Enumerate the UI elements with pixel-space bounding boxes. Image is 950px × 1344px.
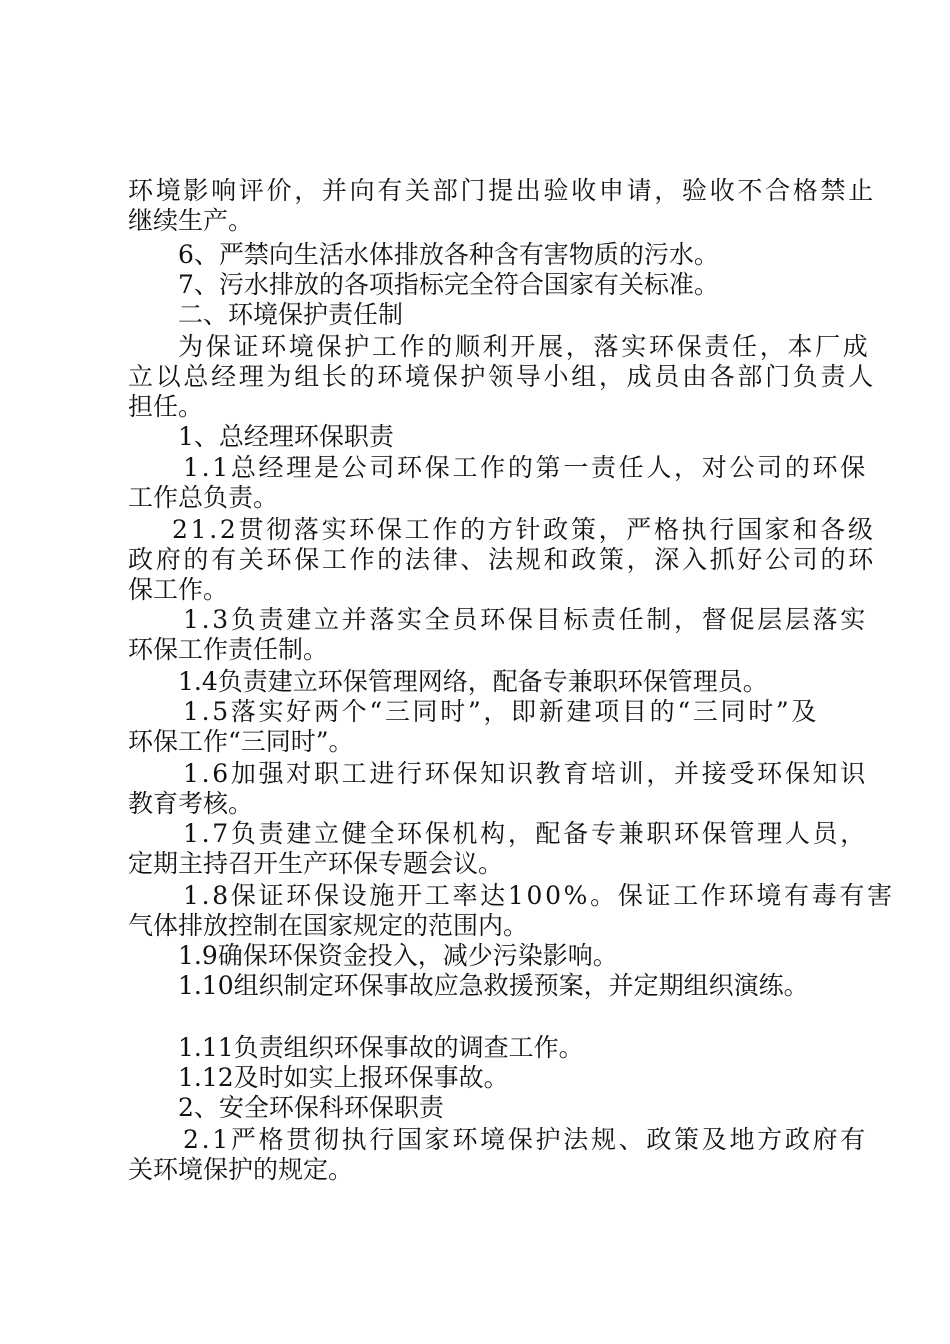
text-line: 21.2贯彻落实环保工作的方针政策，严格执行国家和各级 [172, 515, 876, 544]
text-line: 2.1严格贯彻执行国家环境保护法规、政策及地方政府有 [183, 1125, 868, 1154]
text-line: 定期主持召开生产环保专题会议。 [128, 849, 504, 878]
text-line: 立以总经理为组长的环境保护领导小组，成员由各部门负责人 [128, 362, 876, 391]
section-heading: 二、环境保护责任制 [178, 300, 404, 329]
text-line: 环保工作“三同时”。 [128, 727, 354, 756]
text-line: 为保证环境保护工作的顺利开展，落实环保责任，本厂成 [178, 332, 871, 361]
text-line: 环境影响评价，并向有关部门提出验收申请，验收不合格禁止 [128, 176, 876, 205]
text-line: 1.1总经理是公司环保工作的第一责任人，对公司的环保 [183, 453, 868, 482]
text-line: 气体排放控制在国家规定的范围内。 [128, 911, 529, 940]
subsection-heading: 1、总经理环保职责 [178, 422, 394, 451]
text-line: 1.3负责建立并落实全员环保目标责任制，督促层层落实 [183, 605, 868, 634]
text-line: 保工作。 [128, 575, 229, 604]
text-line: 1.5落实好两个“三同时”，即新建项目的“三同时”及 [183, 697, 820, 726]
text-line: 1.8保证环保设施开工率达100%。保证工作环境有毒有害 [183, 881, 895, 910]
text-line: 1.6加强对职工进行环保知识教育培训，并接受环保知识 [183, 759, 868, 788]
text-line: 1.7负责建立健全环保机构，配备专兼职环保管理人员， [183, 819, 868, 848]
text-line: 7、污水排放的各项指标完全符合国家有关标准。 [178, 270, 719, 299]
text-line: 6、严禁向生活水体排放各种含有害物质的污水。 [178, 240, 719, 269]
text-line: 1.11负责组织环保事故的调查工作。 [178, 1033, 584, 1062]
text-line: 关环境保护的规定。 [128, 1155, 354, 1184]
text-line: 政府的有关环保工作的法律、法规和政策，深入抓好公司的环 [128, 545, 876, 574]
text-line: 担任。 [128, 392, 204, 421]
text-line: 1.12及时如实上报环保事故。 [178, 1063, 509, 1092]
text-line: 继续生产。 [128, 206, 254, 235]
subsection-heading: 2、安全环保科环保职责 [178, 1093, 444, 1122]
text-line: 教育考核。 [128, 789, 254, 818]
text-line: 环保工作责任制。 [128, 635, 329, 664]
text-line: 1.9确保环保资金投入，减少污染影响。 [178, 941, 618, 970]
text-line: 1.10组织制定环保事故应急救援预案，并定期组织演练。 [178, 971, 809, 1000]
text-line: 工作总负责。 [128, 483, 279, 512]
text-line: 1.4负责建立环保管理网络，配备专兼职环保管理员。 [178, 667, 768, 696]
